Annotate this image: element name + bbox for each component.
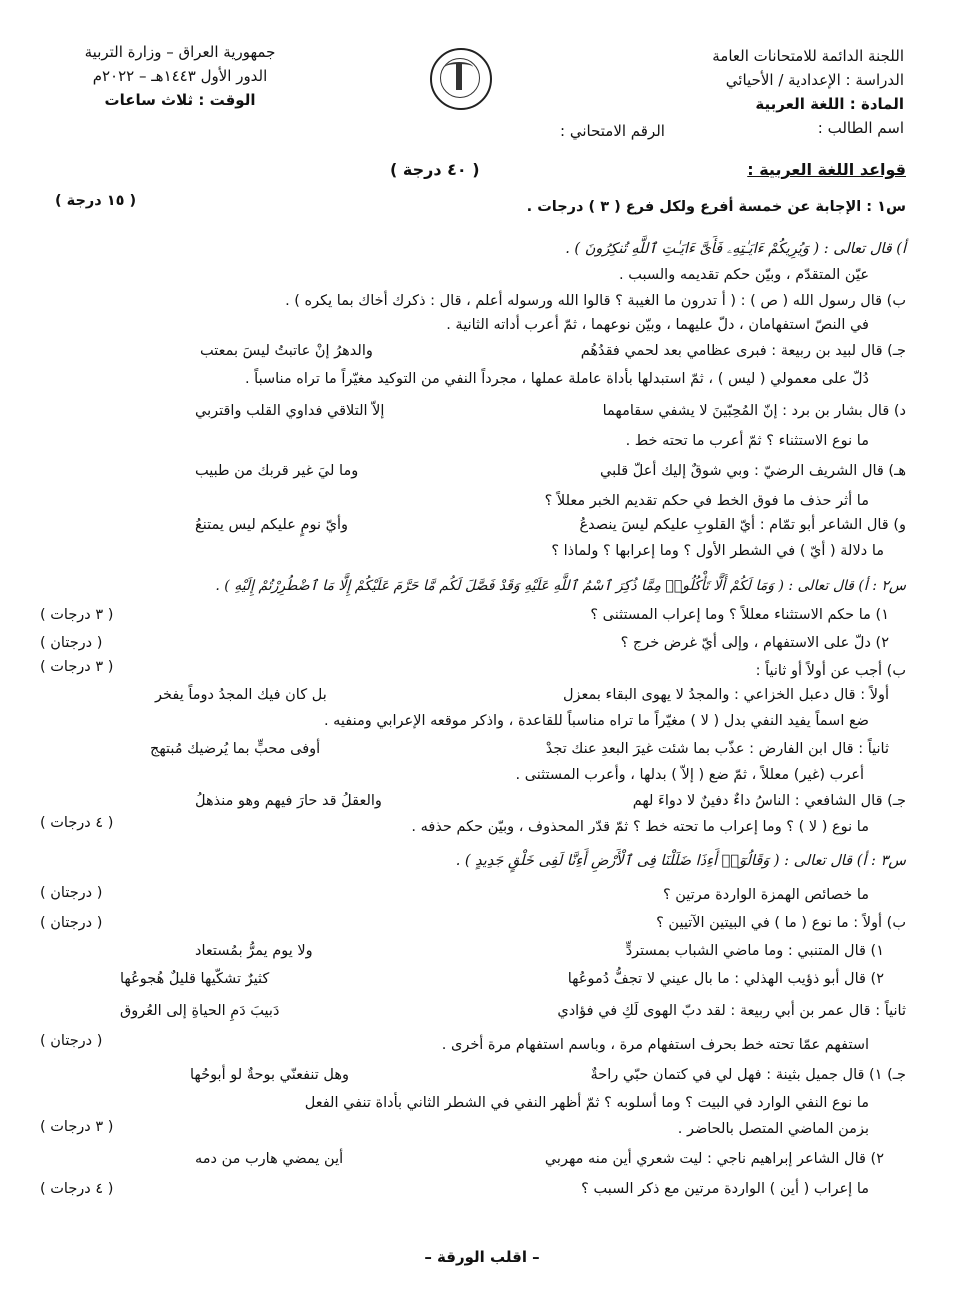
q1-c-question: دُلّ على معمولي ( ليس ) ، ثمّ استبدلها بأداة عاملة عملها ، مجرداً النفي من التوكيد مغيّراً ما تراه مناسباً .: [244, 371, 869, 387]
q3-c1-verse-left: وهل تنفعنّي بوحةٌ لو أبوحُها: [190, 1067, 350, 1083]
q1-d-verse-right: د) قال بشار بن برد : إنّ المُحِبّينَ لا يشفي سقامهما: [602, 403, 906, 419]
q3-b1-verse-right: ١) قال المتنبي : وما ماضي الشباب بمستردٍّ: [625, 943, 884, 959]
q1-c-verse-left: والدهرُ إنْ عاتبتُ ليسَ بمعتب: [200, 343, 373, 359]
q1-c-verse-right: جـ) قال لبيد بن ربيعة : فبرى عظامي بعد لحمي فقدُهُم: [580, 343, 906, 359]
q3-a-verse: س٣ : أ) قال تعالى : ( وَقَالُوٓا۟ أَءِذَا ضَلَلْنَا فِى ٱلْأَرْضِ أَءِنَّا لَفِى خَلْقٍ جَدِيدٍ ) .: [455, 853, 906, 869]
header-left: [60, 40, 300, 112]
header-study: الدراسة : الإعدادية / الأحيائي: [725, 71, 904, 89]
q2-c-verse-right: جـ) قال الشافعي : الناسُ داءٌ دفينٌ لا دواءَ لهم: [632, 793, 906, 809]
q3-c1-marks: ( ٣ درجات ): [40, 1119, 114, 1135]
q2-b2-verse-left: أوفى محبٍّ بما يُرضيك مُبتهج: [150, 741, 321, 757]
q3-c1-question-cont: بزمن الماضي المتصل بالحاضر .: [677, 1121, 869, 1137]
q3-b3-question: استفهم عمّا تحته خط بحرف استفهام مرة ، وباسم استفهام مرة أخرى .: [441, 1037, 869, 1053]
q3-b3-marks: ( درجتان ): [40, 1033, 103, 1049]
q3-b2-verse-right: ٢) قال أبو ذؤيب الهذلي : ما بال عيني لا تجفُّ دُموعُها: [567, 971, 884, 987]
q2-c-verse-left: والعقلُ قد حارَ فيهم وهو منذهلُ: [195, 793, 382, 809]
q1-e-verse-left: وما ليَ غير قربك من طبيب: [195, 463, 359, 479]
q2-b2-verse-right: ثانياً : قال ابن الفارض : عذّب بما شئت غيرَ البعدِ عنك تجدْ: [545, 741, 889, 757]
q3-a-marks: ( درجتان ): [40, 885, 103, 901]
header-student-name: اسم الطالب :: [817, 119, 904, 137]
q1-f-verse-left: وأيّ نومٍ عليكم ليس يمتنعُ: [195, 517, 348, 533]
q3-c2-verse-left: أين يمضي هارب من دمه: [195, 1151, 344, 1167]
q3-c2-question: ما إعراب ( أين ) الواردة مرتين مع ذكر السبب ؟: [581, 1181, 869, 1197]
header-ministry: جمهورية العراق – وزارة التربية: [84, 43, 276, 61]
q1-d-verse-left: إلاّ التلاقي فداوي القلب واقتربي: [195, 403, 385, 419]
q3-c2-marks: ( ٤ درجات ): [40, 1181, 114, 1197]
q2-a2-question: ٢) دلّ على الاستفهام ، وإلى أيّ غرض خرج ؟: [620, 635, 889, 651]
q3-b2-verse-left: كثيرٌ تشكّيها قليلٌ هُجوعُها: [120, 971, 270, 987]
section-title: قواعد اللغة العربية :: [747, 160, 906, 179]
q3-a-question: ما خصائص الهمزة الواردة مرتين ؟: [662, 887, 869, 903]
q2-c-question: ما نوع ( لا ) ؟ وما إعراب ما تحته خط ؟ ثمّ قدّر المحذوف ، وبيّن حكم حذفه .: [411, 819, 869, 835]
ministry-seal-icon: [430, 48, 492, 110]
q1-e-question: ما أثر حذف ما فوق الخط في حكم تقديم الخبر معللاً ؟: [544, 493, 869, 509]
q2-b-marks: ( ٣ درجات ): [40, 659, 114, 675]
header-time: الوقت : ثلاث ساعات: [104, 91, 256, 109]
q1-e-verse-right: هـ) قال الشريف الرضيّ : وبي شوقٌ إليك أعلّ قلبي: [600, 463, 906, 479]
q3-c1-verse-right: جـ) ١) قال جميل بثينة : فهل لي في كتمان حبّي راحةٌ: [590, 1067, 906, 1083]
turn-page-note: – اقلب الورقة –: [424, 1248, 540, 1266]
q3-b3-verse-right: ثانياً : قال عمر بن أبي ربيعة : لقد دبّ الهوى لَكِ في فؤادي: [557, 1003, 906, 1019]
q2-b2-question: أعرب (غير) معللاً ، ثمّ ضع ( إلاّ ) بدلها ، وأعرب المستثنى .: [515, 767, 864, 783]
q1-f-verse-right: و) قال الشاعر أبو تمّام : أيّ القلوبِ عليكم ليسَ ينصدعُ: [579, 517, 906, 533]
q3-b-marks: ( درجتان ): [40, 915, 103, 931]
q1-a-verse: أ) قال تعالى : ( وَيُرِيكُمْ ءَايَـٰتِهِۦ فَأَىَّ ءَايَـٰتِ ٱللَّهِ تُنكِرُونَ ) .: [565, 241, 906, 257]
q2-a-verse: س٢ : أ) قال تعالى : ( وَمَا لَكُمْ أَلَّا تَأْكُلُوا۟ مِمَّا ذُكِرَ ٱسْمُ ٱللَّهِ عَلَيْهِ وَقَدْ فَصَّلَ لَكُم مَّا حَرَّمَ عَلَيْكُمْ إِلَّا مَا ٱضْطُرِرْتُمْ إِلَيْهِ ) .: [215, 578, 906, 594]
exam-number-label: الرقم الامتحاني :: [560, 122, 665, 140]
q1-a-question: عيّن المتقدّم ، وبيّن حكم تقديمه والسبب .: [619, 267, 869, 283]
q2-a1-marks: ( ٣ درجات ): [40, 607, 114, 623]
q3-c2-verse-right: ٢) قال الشاعر إبراهيم ناجي : ليت شعري أين منه مهربي: [544, 1151, 884, 1167]
header-subject: المادة : اللغة العربية: [755, 95, 904, 113]
q2-b1-question: ضع اسماً يفيد النفي بدل ( لا ) مغيّراً ما تراه مناسباً للقاعدة ، واذكر موقعه الإعرابي ومنفيه .: [323, 713, 869, 729]
q2-a2-marks: ( درجتان ): [40, 635, 103, 651]
q3-b-instruction: ب) أولاً : ما نوع ( ما ) في البيتين الآتيين ؟: [656, 915, 906, 931]
q1-f-question: ما دلالة ( أيّ ) في الشطر الأول ؟ وما إعرابها ؟ ولماذا ؟: [551, 543, 884, 559]
q1-b-question: في النصّ استفهامان ، دلّ عليهما ، وبيّن نوعهما ، ثمّ أعرب أداته الثانية .: [446, 317, 869, 333]
q2-c-marks: ( ٤ درجات ): [40, 815, 114, 831]
q3-b1-verse-left: ولا يوم يمرُّ بمُستعاد: [195, 943, 313, 959]
q3-b3-verse-left: دَبيبَ دَمِ الحياةِ إلى العُروق: [120, 1003, 280, 1019]
q1-d-question: ما نوع الاستثناء ؟ ثمّ أعرب ما تحته خط .: [625, 433, 869, 449]
q2-a1-question: ١) ما حكم الاستثناء معللاً ؟ وما إعراب المستثنى ؟: [590, 607, 889, 623]
q2-b1-verse-right: أولاً : قال دعبل الخزاعي : والمجدُ لا يهوى البقاء بمعزل: [562, 687, 889, 703]
q1-marks: ( ١٥ درجة ): [55, 193, 137, 209]
q1-b-hadith: ب) قال رسول الله ( ص ) : ( أ تدرون ما الغيبة ؟ قالوا الله ورسوله أعلم ، قال : ذكرك أخاك بما يكره ) .: [285, 293, 906, 309]
q2-b-instruction: ب) أجب عن أولاً أو ثانياً :: [755, 663, 906, 679]
section-marks: ( ٤٠ درجة ): [390, 160, 480, 179]
q2-b1-verse-left: بل كان فيك المجدُ دوماً يفخر: [155, 687, 327, 703]
header-committee: اللجنة الدائمة للامتحانات العامة: [712, 47, 904, 65]
header-session: الدور الأول ١٤٤٣هـ – ٢٠٢٢م: [92, 67, 268, 85]
q1-intro: س١ : الإجابة عن خمسة أفرع ولكل فرع ( ٣ ) درجات .: [526, 199, 906, 215]
q3-c1-question: ما نوع النفي الوارد في البيت ؟ وما أسلوبه ؟ ثمّ أظهر النفي في الشطر الثاني بأداة تنفي الفعل: [304, 1095, 869, 1111]
